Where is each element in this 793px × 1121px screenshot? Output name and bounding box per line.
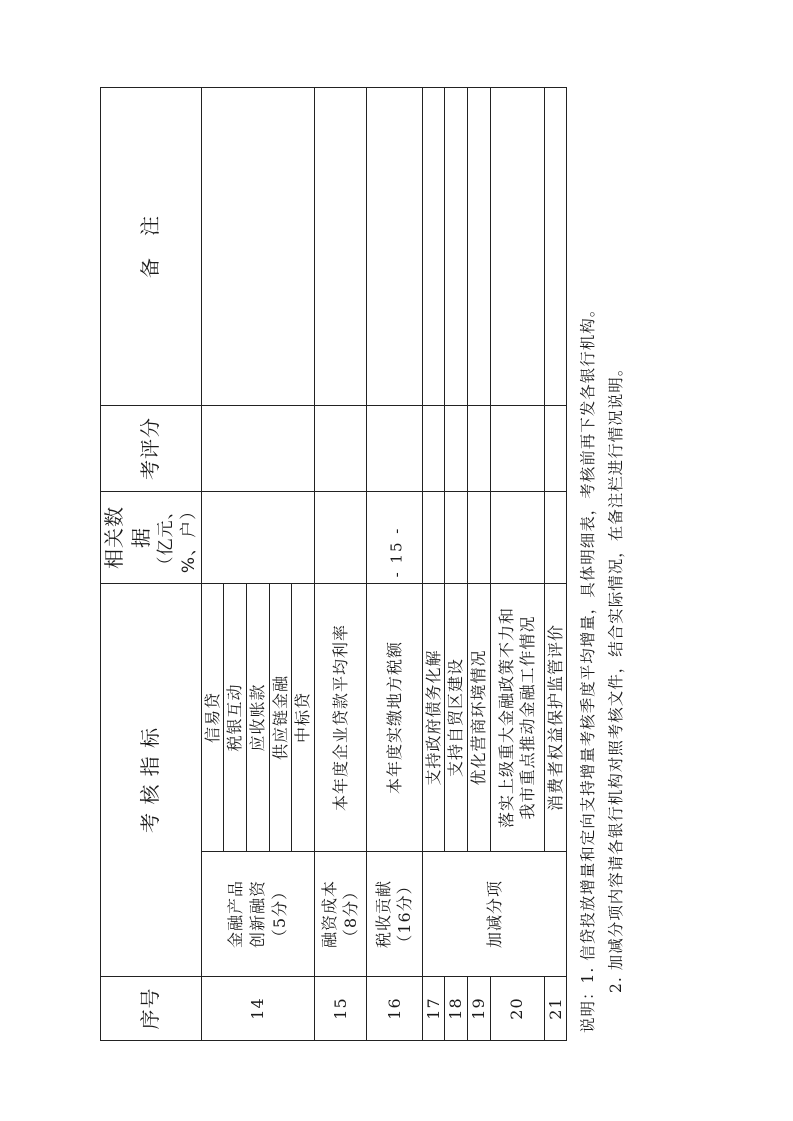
header-note: 备 注 [101, 87, 202, 405]
row-15-category-line1: 融资成本 [319, 880, 339, 949]
rotated-page-content [100, 88, 625, 1041]
row-21-related-data [544, 491, 567, 583]
row-18-seq: 18 [445, 977, 468, 1041]
row-20-note [490, 87, 544, 405]
row-16-indicator: 本年度实缴地方税额 [366, 583, 422, 851]
assessment-table [100, 87, 567, 1041]
row-20-indicator-line1: 落实上级重大金融政策不力和 [496, 606, 516, 828]
row-18-score [445, 405, 468, 491]
row-14-category-line3: （5分） [269, 882, 289, 946]
row-15-indicator: 本年度企业贷款平均利率 [314, 583, 366, 851]
row-20-indicator [490, 583, 544, 851]
row-17-related-data [422, 491, 445, 583]
row-15-seq: 15 [314, 977, 366, 1041]
row-20-score [490, 405, 544, 491]
row-16-category [366, 852, 422, 977]
row-14-score [201, 405, 314, 491]
note-line-1: 说明：1. 信贷投放增量和定向支持增量考核季度平均增量，具体明细表，考核前再下发各银行机构。 [579, 300, 597, 1033]
row-20-related-data [490, 491, 544, 583]
row-14-category-line2: 创新融资 [248, 880, 268, 949]
row-20-seq: 20 [490, 977, 544, 1041]
notes [574, 88, 630, 1041]
header-related-data [101, 491, 202, 583]
header-score: 考评分 [101, 405, 202, 491]
table-row-14 [201, 87, 224, 1040]
row-14-sub-indicator: 税银互动 [224, 583, 247, 851]
row-19-related-data [468, 491, 491, 583]
row-14-note [201, 87, 314, 405]
header-related-data-line2: （亿元、%、户） [156, 501, 199, 574]
row-19-indicator: 优化营商环境情况 [468, 583, 491, 851]
row-16-note [366, 87, 422, 405]
row-15-category-line2: （8分） [341, 882, 361, 946]
row-18-related-data [445, 491, 468, 583]
row-20-indicator-line2: 我市重点推动金融工作情况 [518, 615, 538, 820]
row-15-note [314, 87, 366, 405]
row-19-seq: 19 [468, 977, 491, 1041]
row-14-sub-indicator: 供应链金融 [269, 583, 292, 851]
row-19-score [468, 405, 491, 491]
row-21-score [544, 405, 567, 491]
row-14-sub-indicator: 中标贷 [292, 583, 315, 851]
row-14-sub-indicator: 信易贷 [201, 583, 224, 851]
row-16-category-line1: 税收贡献 [373, 880, 393, 949]
row-17-note [422, 87, 445, 405]
header-indicator: 考 核 指 标 [101, 583, 202, 976]
row-14-category-line1: 金融产品 [226, 880, 246, 949]
row-14-sub-indicator: 应收账款 [247, 583, 270, 851]
table-row-17 [422, 87, 445, 1040]
row-17-score [422, 405, 445, 491]
row-16-score [366, 405, 422, 491]
note-line-2: 2. 加减分项内容请各银行机构对照考核文件，结合实际情况，在备注栏进行情况说明。 [607, 359, 625, 993]
row-18-note [445, 87, 468, 405]
row-21-note [544, 87, 567, 405]
bonus-category: 加减分项 [422, 852, 566, 977]
row-15-category [314, 852, 366, 977]
page-number-text: - 15 - [387, 526, 406, 578]
row-16-seq: 16 [366, 977, 422, 1041]
header-related-data-line1: 相关数据 [102, 505, 153, 569]
row-15-score [314, 405, 366, 491]
row-14-related-data [201, 491, 314, 583]
table-header-row [101, 87, 202, 1040]
row-15-related-data [314, 491, 366, 583]
row-19-note [468, 87, 491, 405]
row-17-indicator: 支持政府债务化解 [422, 583, 445, 851]
row-21-indicator: 消费者权益保护监管评价 [544, 583, 567, 851]
row-14-category [201, 852, 314, 977]
row-18-indicator: 支持自贸区建设 [445, 583, 468, 851]
row-14-seq: 14 [201, 977, 314, 1041]
row-21-seq: 21 [544, 977, 567, 1041]
row-17-seq: 17 [422, 977, 445, 1041]
header-seq: 序号 [101, 977, 202, 1041]
table-row-15 [314, 87, 366, 1040]
row-16-category-line2: （16分） [395, 877, 415, 951]
